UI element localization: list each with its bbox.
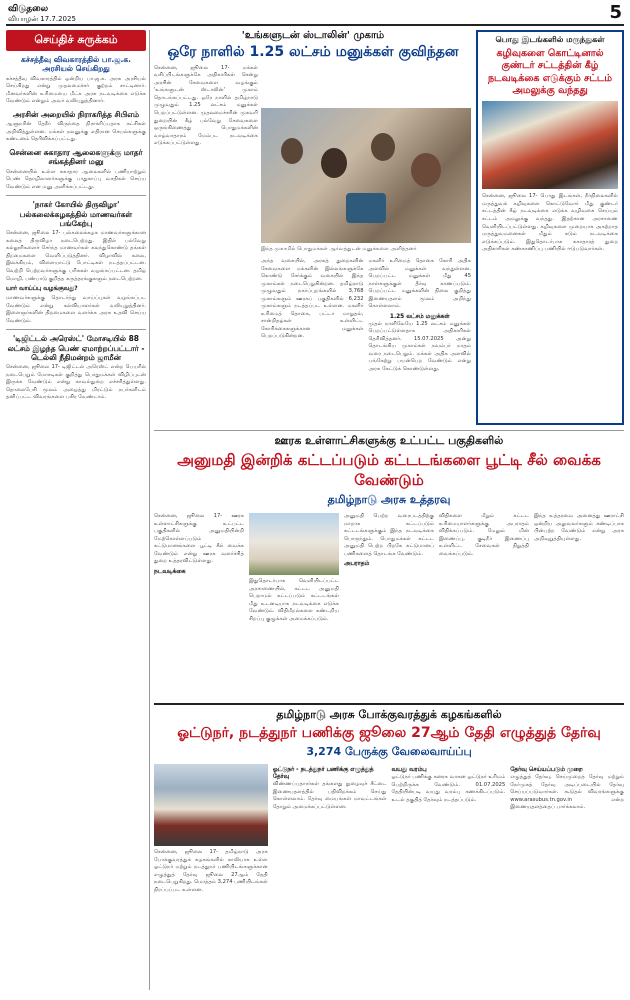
- buildings-kicker: ஊரக உள்ளாட்சிகளுக்கு உட்பட்ட பகுதிகளில்: [274, 434, 504, 447]
- buildings-col-4: விதிகளை மீறும் கட்டட உரிமையாளர்களுக்கு அபராதம் விதிக்கப்படும். மேலும் மின் இணைப்பு, குடிநீர் இணைப்பு உள்ளிட்ட சேவைகள் நிறுத்தி வைக்கப்படும்.: [439, 513, 529, 557]
- brief-headline-3: சென்னை சுகாதார ஆலைகளுக்கு மாதர் சங்கத்தினர் மனு: [9, 147, 143, 167]
- medical-waste-story: [476, 30, 624, 425]
- buildings-subhead-2: அபராதம்: [344, 561, 370, 568]
- transport-col-2: விண்ணப்பதாரர்கள் தங்களது நுழைவுச் சீட்டை இணையதளத்தில் பதிவிறக்கம் செய்து கொள்ளலாம். தேர்வு மையங்கள் மாவட்டங்கள் தோறும் அமைக்கப்பட்டுள்ளன.: [272, 781, 387, 810]
- medical-waste-headline: கழிவுகளை கொட்டினால் குண்டர் சட்டத்தின் கீழ் நடவடிக்கை எடுக்கும் சட்டம் அமலுக்கு வந்தது: [487, 48, 613, 97]
- news-brief-banner: செய்திச் சுருக்கம்: [6, 30, 146, 51]
- digital-arrest-headline: 'டிஜிட்டல் அரெஸ்ட்' மோசடியில் 88 லட்சம் இழந்த பெண் ஏமாற்றப்பட்டார் - டெல்லி நீதிமன்றம் ஜாமீன்: [7, 334, 145, 362]
- bus-depot-photo: [154, 764, 268, 846]
- transport-col-4: எழுத்துத் தேர்வு, செய்முறைத் தேர்வு மற்றும் நேர்முகத் தேர்வு அடிப்படையில் தேர்வு செய்யப்படுவார்கள். கூடுதல் விவரங்களுக்கு www.arasubus.tn.gov.in என்ற இணையதளத்தைப் பார்க்கலாம்.: [510, 774, 624, 811]
- buildings-col-2: இதுதொடர்பாக வெளியிடப்பட்ட அரசாணையில், கட்டட அனுமதி பெறாமல் கட்டப்படும் கட்டடங்கள் மீது உடனடியாக நடவடிக்கை எடுக்க வேண்டும். விதிமீறல்களை கண்டறிய சிறப்பு குழுக்கள் அமைக்கப்படும்.: [249, 578, 339, 622]
- transport-col-1: சென்னை, ஜூலை 17- தமிழ்நாடு அரசு போக்குவரத்துக் கழகங்களில் காலியாக உள்ள ஓட்டுநர் மற்றும் நடத்துநர் பணியிடங்களுக்கான எழுத்துத் தேர்வு ஜூலை 27ஆம் தேதி நடைபெறுகிறது. மொத்தம் 3,274 பணியிடங்கள் நிரப்பப்பட உள்ளன.: [154, 849, 268, 893]
- feature-body: சென்னை, ஜூலை 17- பல்கலைக்கழக மாணவர்களுக்கான கலைத் திருவிழா நடைபெற்றது. இதில் பல்வேறு கல்லூரிகளைச் சேர்ந்த மாணவர்கள் கலந்துகொண்டு தங்கள் திறமைகளை வெளிப்படுத்தினர். விழாவில் கலை, இலக்கியம், விளையாட்டு போட்டிகள் நடத்தப்பட்டன. வெற்றி பெற்றவர்களுக்கு பரிசுகள் வழங்கப்பட்டன. தமிழ் மொழி, பண்பாடு குறித்த கருத்தரங்குகளும் நடைபெற்றன.: [6, 230, 146, 282]
- unauthorized-buildings-story: [154, 430, 624, 698]
- stalin-camp-photo: [261, 108, 471, 243]
- news-brief-column: [6, 30, 150, 990]
- brief-body-2: ஆளுநரின் தேநீர் விருந்தை நிராகரிப்பதாக கட்சிகள் அறிவித்துள்ளன. மக்கள் நலனுக்கு எதிரான செயல்களுக்கு கண்டனம் தெரிவிக்கப்பட்டது.: [6, 121, 146, 143]
- feature-headline: 'நாகர் கோயில் திருவிழா' பல்கலைக்கழகத்தில் மாணவர்கள் பங்கேற்பு: [19, 200, 133, 228]
- brief-body-1: கச்சத்தீவு விவகாரத்தில் ஒன்றிய பா.ஜ.க. அரசு அரசியல் செய்கிறது என்று முதலமைச்சர் குற்றம் சாட்டினார். மீனவர்களின் உரிமையை மீட்க அரசு நடவடிக்கை எடுக்க வேண்டும் என்றும் அவர் வலியுறுத்தினார்.: [6, 75, 146, 105]
- medical-waste-kicker: பொது இடங்களில் மருந்துகள்: [495, 35, 605, 44]
- transport-kicker: தமிழ்நாடு அரசு போக்குவரத்துக் கழகங்களில்: [276, 708, 502, 721]
- stalin-kicker: 'உங்களுடன் ஸ்டாலின்' முகாம்: [241, 30, 385, 41]
- transport-headline: ஓட்டுநர், நடத்துநர் பணிக்கு ஜூலை 27ஆம் தேதி எழுத்துத் தேர்வு: [177, 725, 601, 741]
- stalin-photo-caption: இந்த முகாமில் பொதுமக்கள் ஆர்வத்துடன் மனுக்களை அளித்தனர்: [261, 246, 417, 252]
- transport-subhead-3: தேர்வு செய்யப்படும் முறை: [510, 767, 583, 773]
- secretariat-building-photo: [249, 513, 339, 575]
- brief-body-3: சென்னையில் உள்ள சுகாதார ஆலைகளில் பணியாற்றும் பெண் தொழிலாளர்களுக்கு பாதுகாப்பு வசதிகள் செய்ய வேண்டும் என மனு அளிக்கப்பட்டது.: [6, 168, 146, 190]
- buildings-col-5: இந்த உத்தரவை அனைத்து ஊராட்சி ஒன்றிய அலுவலர்களும் கண்டிப்பாக பின்பற்ற வேண்டும் என்று அரசு அறிவுறுத்தியுள்ளது.: [534, 513, 624, 542]
- transport-subheadline: 3,274 பேருக்கு வேலைவாய்ப்பு: [306, 745, 472, 758]
- stalin-col-2: அந்த வகையில், அரசுத் துறைகளின் சேவைகளை மக்களின் இல்லங்களுக்கே கொண்டு சேர்க்கும் வகையில் இந்த முகாம்கள் நடைபெறுகின்றன. தமிழ்நாடு முழுவதும் நகர்ப்புறங்களில் 3,768 முகாம்களும் ஊரகப் பகுதிகளில் 6,232 முகாம்களும் நடத்தப்பட உள்ளன. மகளிர் உரிமைத் தொகை, பட்டா மாறுதல், சான்றிதழ்கள் உள்ளிட்ட கோரிக்கைகளுக்கான மனுக்கள் பெறப்படுகின்றன.: [261, 258, 364, 340]
- page-number: 5: [609, 2, 622, 23]
- buildings-subheadline: தமிழ்நாடு அரசு உத்தரவு: [327, 493, 451, 506]
- transport-subhead-2: வயது வரம்பு: [391, 767, 427, 773]
- transport-recruitment-story: [154, 703, 624, 993]
- medical-waste-photo: [482, 101, 618, 189]
- masthead: விடுதலை: [8, 4, 49, 14]
- stalin-headline: ஒரே நாளில் 1.25 லட்சம் மனுக்கள் குவிந்தன: [167, 44, 459, 60]
- stalin-col-3: மகளிர் உரிமைத் தொகை கோரி அதிக அளவில் மனுக்கள் வந்துள்ளன. பெறப்பட்ட மனுக்கள் மீது 45 நாள்களுக்குள் தீர்வு காணப்படும். பெறப்பட்ட மனுக்களின் நிலை குறித்து இணையதளம் மூலம் அறிந்து கொள்ளலாம்.: [368, 258, 471, 310]
- digital-arrest-body: சென்னை, ஜூலை 17- டிஜிட்டல் அரெஸ்ட் என்ற பெயரில் நடைபெறும் மோசடிகள் குறித்து பொதுமக்கள் விழிப்புடன் இருக்க வேண்டும் என்று காவல்துறை எச்சரித்துள்ளது. தொலைபேசி மூலம் அழைத்து மிரட்டும் நபர்களிடம் தனிப்பட்ட விவரங்களை பகிர வேண்டாம்.: [6, 364, 146, 401]
- stalin-col-4: முதல் நாளிலேயே 1.25 லட்சம் மனுக்கள் பெறப்பட்டுள்ளதாக அதிகாரிகள் தெரிவித்தனர். 15.07.2025 அன்று தொடங்கிய முகாம்கள் நவம்பர் மாதம் வரை நடைபெறும். மக்கள் அதிக அளவில் பங்கேற்று பயன்பெற வேண்டும் என்று அரசு கேட்டுக் கொண்டுள்ளது.: [368, 320, 471, 372]
- brief-headline-2: அரசின் அறையில் நிராகரித்த சிபிஎம்: [12, 109, 140, 119]
- stalin-camp-story: [154, 30, 472, 425]
- stalin-col-1: சென்னை, ஜூலை 17- மக்கள் வசிப்பிடங்களுக்கே அதிகாரிகள் சென்று அரசின் சேவைகளை வழங்கும் 'உங்களுடன் ஸ்டாலின்' முகாம் தொடங்கப்பட்டது. ஒரே நாளில் தமிழ்நாடு முழுவதும் 1.25 லட்சம் மனுக்கள் பெறப்பட்டுள்ளன. முதலமைச்சரின் முகவரி துறையின் கீழ் பல்வேறு சேவைகளை ஒருங்கிணைத்து பொதுமக்களின் வாழ்வாதாரம் மேம்பட நடவடிக்கை எடுக்கப்பட்டுள்ளது.: [154, 64, 258, 147]
- dateline: வியாழன் 17.7.2025: [8, 15, 76, 23]
- stalin-subhead: 1.25 லட்சம் மனுக்கள்: [389, 313, 450, 320]
- page-header: [6, 4, 624, 26]
- buildings-col-1: சென்னை, ஜூலை 17- ஊரக உள்ளாட்சிகளுக்கு உட்பட்ட பகுதிகளில் அனுமதியின்றி மேற்கொள்ளப்படும் கட்டுமானங்களை பூட்டி சீல் வைக்க வேண்டும் என்று ஊரக வளர்ச்சித் துறை உத்தரவிட்டுள்ளது.: [154, 513, 244, 565]
- transport-subhead-1: ஓட்டுநர் - நடத்துநர் பணிக்கு எழுத்துத் தேர்வு: [272, 767, 374, 780]
- feature-subhead: யார் வாய்ப்பு வழங்குவது?: [6, 286, 78, 293]
- brief-divider-2: [6, 329, 146, 330]
- transport-col-3: ஓட்டுநர் பணிக்கு கனரக வாகன ஓட்டுநர் உரிமம் பெற்றிருக்க வேண்டும். 01.07.2025 தேதியின்படி வயது வரம்பு கணக்கிடப்படும். உடல் தகுதித் தேர்வும் நடத்தப்படும்.: [391, 774, 506, 803]
- brief-headline-1: கச்சத்தீவு விவகாரத்தில் பா.ஜ.க. அரசியல் செய்கிறது: [21, 55, 131, 74]
- buildings-subhead-1: நடவடிக்கை: [154, 568, 186, 575]
- brief-divider: [6, 195, 146, 196]
- buildings-headline: அனுமதி இன்றிக் கட்டப்படும் கட்டடங்களை பூட்டி சீல் வைக்க வேண்டும்: [177, 451, 601, 489]
- buildings-col-3: அனுமதி பெற்ற வரைபடத்திற்கு மாறாக கட்டப்படும் கட்டடங்களுக்கும் இந்த நடவடிக்கை பொருந்தும். பொதுமக்கள் கட்டட அனுமதி பெற்ற பிறகே கட்டுமானப் பணிகளைத் தொடங்க வேண்டும்.: [344, 513, 434, 557]
- feature-body-2: மாணவர்களுக்கு தொடர்ந்து வாய்ப்புகள் வழங்கப்பட வேண்டும் என்று கல்வியாளர்கள் வலியுறுத்தினர். இளைஞர்களின் திறமைகளை வளர்க்க அரசு உதவி செய்ய வேண்டும்.: [6, 295, 146, 324]
- medical-waste-body: சென்னை, ஜூலை 17- பொது இடங்கள், நீர்நிலைகளில் மருத்துவக் கழிவுகளை கொட்டுவோர் மீது குண்டர் சட்டத்தின் கீழ் நடவடிக்கை எடுக்க வழிவகை செய்யும் சட்டம் அமலுக்கு வந்தது. இதற்கான அரசாணை வெளியிடப்பட்டுள்ளது. கழிவுகளை முறையாக அகற்றாத மருத்துவமனைகள் மீதும் கடும் நடவடிக்கை எடுக்கப்படும். இதுதொடர்பாக சுகாதாரத் துறை அதிகாரிகள் கண்காணிப்பு பணியில் ஈடுபடுவார்கள்.: [482, 193, 618, 253]
